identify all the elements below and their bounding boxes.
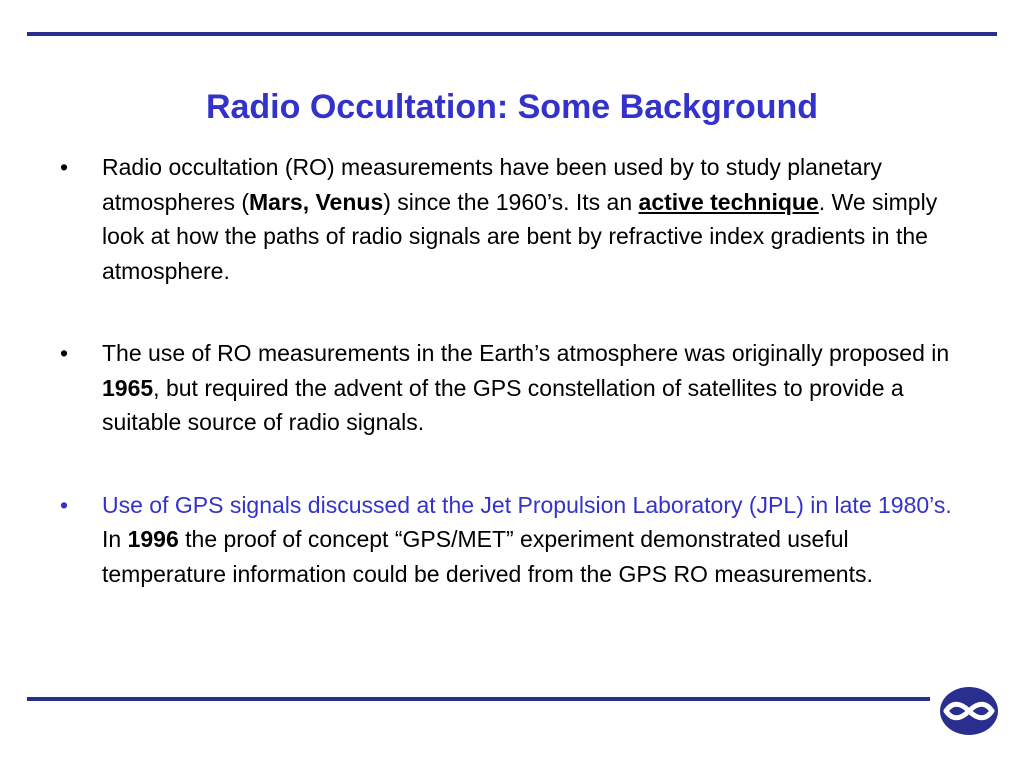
bullet-marker: • — [60, 340, 69, 366]
bullet-text: Radio occultation (RO) measurements have been used by to study planetary atmospheres ( — [102, 154, 882, 215]
ecmwf-logo-icon — [938, 685, 1000, 737]
bullet-item-2 — [60, 336, 960, 440]
emphasis-year-1996: 1996 — [127, 526, 179, 552]
bullet-item-3 — [60, 488, 960, 592]
bullet-item-1 — [60, 150, 960, 288]
slide-title: Radio Occultation: Some Background — [205, 88, 819, 126]
highlighted-text: Use of GPS signals discussed at the Jet Propulsion Laboratory (JPL) in late 1980’s. — [102, 491, 952, 518]
emphasis-active-technique: active technique — [638, 188, 819, 215]
bullet-text: In — [102, 526, 128, 552]
bullet-text: ) since the 1960’s. Its an — [383, 188, 639, 215]
bottom-divider — [27, 697, 930, 701]
top-divider — [27, 32, 997, 36]
bullet-text: . We simply look at how the paths of radio signals are bent by refractive index gradients in the atmosphere. — [102, 188, 938, 284]
bullet-marker: • — [60, 491, 69, 518]
bullet-marker: • — [60, 154, 69, 180]
bullet-text: The use of RO measurements in the Earth’s atmosphere was originally proposed in — [102, 340, 950, 366]
emphasis-planets: Mars, Venus — [249, 188, 384, 215]
bullet-list — [60, 150, 960, 639]
bullet-text: the proof of concept “GPS/MET” experiment demonstrated useful temperature information could be derived from the GPS RO measurements. — [102, 526, 873, 587]
emphasis-year-1965: 1965 — [102, 374, 154, 401]
bullet-text: , but required the advent of the GPS constellation of satellites to provide a suitable source of radio signals. — [102, 374, 904, 435]
